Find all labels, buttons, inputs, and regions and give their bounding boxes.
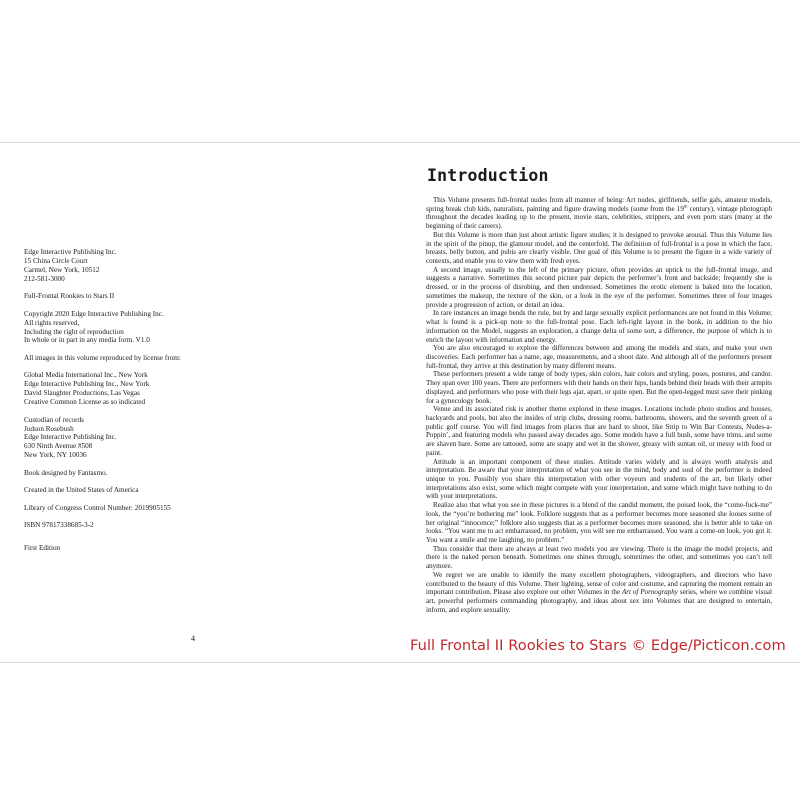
page-title: Introduction [427,166,549,185]
address-line: Carmel, New York, 10512 [24,265,100,274]
address-line: 212-581-3000 [24,274,65,283]
book-title [24,292,384,301]
copyright-watermark: Full Frontal II Rookies to Stars © Edge/Picticon.com [410,637,786,654]
introduction-page [426,166,772,615]
intro-paragraph: You are also encouraged to explore the differences between and among the models and stars, and make your own discoveries. Each performer has a name, age, measurements, and a shoot date. And although all of the performers present full-frontal, they arrive at this destination by many different means. [426,344,772,370]
publisher-address [24,248,384,284]
intro-paragraph: But this Volume is more than just about artistic figure studies; it is designed to provoke arousal. Thus this Volume lies in the spirit of the pinup, the glamour model, and the centerfold. The definition of full-frontal is a pose in which the face, breasts, belly button, and pubis are clearly visible. One goal of this Volume is to present the figure in a wide variety of contexts, and enable you to view them with fresh eyes. [426,230,772,266]
book-title-text: Full-Frontal Rookies to Stars II [24,292,115,301]
copyright-page [24,248,384,562]
intro-paragraph [426,571,772,615]
licensor-line: Creative Common License as so indicated [24,398,146,407]
copyright-line: Copyright 2020 Edge Interactive Publishing Inc. [24,309,164,318]
custodian-line: Judson Rosebush [24,424,74,433]
copyright-line: In whole or in part in any media form. V1.0 [24,336,150,345]
paragraph-text: This Volume presents full-frontal nudes from all manner of being: Art nudes, girlfriends, selfie gals, amateur models, spring break club kids, naturalists, painting and figure drawing models (some from the 19 [426,196,772,213]
address-line: 15 China Circle Court [24,256,88,265]
copyright-line: Including the right of reproduction [24,327,124,336]
intro-paragraph: These performers present a wide range of body types, skin colors, hair colors and styling, poses, postures, and candor. They span over 100 years. There are performers with their hands on their hips, hands behind their heads with their armpits displayed, and performers who pose with their legs ajar, apart, or quite open. But the open-legged must save their pinking for a gynecology book. [426,370,772,405]
custodian-line: New York, NY 10036 [24,451,87,460]
custodian-line: Custodian of records [24,415,84,424]
country-of-creation [24,486,384,495]
page-number: 4 [191,634,195,643]
intro-paragraph: In rare instances an image bends the rule, but by and large sexually explicit performances are not found in this Volume; what is found is a pick-up note to the full-frontal pose. Each left-right layout in the book, in addition to the bio information on the Model, suggests an exploration, a change delta of some sort, a difference, the purpose of which is to enrich the layout with information and energy. [426,309,772,344]
edition-text: First Edition [24,544,61,553]
loc-text: Library of Congress Control Number: 2019905155 [24,503,171,512]
designer-text: Book designed by Fantasmo. [24,468,108,477]
copyright-line: All rights reserved, [24,318,80,327]
paragraph-text: series, where we combine visual art, powerful performers commanding photography, and ideas about sex into Volumes that are designed to entertain, inform, and explore sexuality. [426,588,772,614]
isbn [24,521,384,530]
licensor-line: Global Media International Inc., New York [24,371,148,380]
intro-paragraph: Attitude is an important component of these studies. Attitude varies widely and is always worth analysis and interpretation. Be aware that your interpretation of what you see in the mind, body and soul of the performer is indeed unique to you. Possibly you share this interpretation with other voyeurs and students of the art, but likely other interpretations also exist, some which might compete with your interpretation, and some which might have nothing to do with your interpretations. [426,457,772,501]
custodian-line: 630 Ninth Avenue #508 [24,442,93,451]
custodian-line: Edge Interactive Publishing Inc. [24,433,117,442]
series-title: Art of Pornography [621,588,678,597]
paragraph-text: century), vintage photograph throughout the decades leading up to the present, movie stars, celebrities, strippers, and even porn stars (many at the beginning of their careers). [426,204,772,231]
intro-paragraph [426,196,772,231]
superscript-text: th [683,203,688,209]
page-top-edge [0,142,800,143]
intro-paragraph: Venue and its associated risk is another theme explored in these images. Locations include photo studios and houses, backyards and pools, but also the insides of strip clubs, dressing rooms, bathrooms, showers, and the seventh green of a public golf course. You will find images from places that are hard to shoot, like Strip to Win Bar Contests, Nudes-a-Poppin’, and featuring models who passed away decades ago. Some models have a full bush, some have trims, and some are shaven bare. Some are tattooed, some are soapy and wet in the shower, greasy with suntan oil, or messy with food or paint. [426,405,772,457]
created-text: Created in the United States of America [24,486,139,495]
edition [24,544,384,553]
library-of-congress-number [24,504,384,513]
page-bottom-edge [0,662,800,663]
licensor-line: Edge Interactive Publishing Inc., New York [24,380,150,389]
paragraph-text: We regret we are unable to identify the many excellent photographers, videographers, and directors who have contributed to the beauty of this Volume. Their lighting, sense of color and costume, and capturing the moment remain an important contribution. Please also explore our other Volumes in the [426,570,772,597]
address-line: Edge Interactive Publishing Inc. [24,248,117,256]
intro-paragraph: Realize also that what you see in these pictures is a blend of the candid moment, the poised look, the “come-fuck-me” look, the “you’re bothering me” look. Folklore suggests that as a performer becomes more seasoned she looses some of her original “innocence;” folklore also suggests that as a performer becomes more seasoned, she is better able to take on looks. “You want me to act embarrassed, no problem, you will see me embarrassed. You want a come-on look, you got it. You want a smile and me laughing, no problem.” [426,501,772,545]
licensor-line: David Slaughter Productions, Las Vegas [24,389,140,398]
license-intro-text: All images in this volume reproduced by license from: [24,353,181,362]
intro-paragraph: A second image, usually to the left of the primary picture, often provides an uptick to the full-frontal image, and suggests a narrative. Sometimes this second picture pair depicts the performer’s front and backside; frequently she is dressed, or in the process of disrobing, and then undressed. Sometimes the erotic element is baked into the location, sometimes the makeup, the texture of the skin, or a look in the eye of the performer. Sometimes three of four images provide a progression of action, or detail an idea. [426,265,772,309]
licensor-list [24,371,384,407]
license-intro [24,354,384,363]
copyright-notice [24,310,384,346]
custodian-of-records [24,416,384,461]
isbn-text: ISBN 97817338685-3-2 [24,521,94,530]
designer-credit [24,469,384,478]
intro-paragraph: Thus consider that there are always at least two models you are viewing. There is the image the model projects, and there is the naked person beneath. Sometimes one shines through, sometimes the other, and sometimes you can’t tell anymore. [426,544,772,571]
